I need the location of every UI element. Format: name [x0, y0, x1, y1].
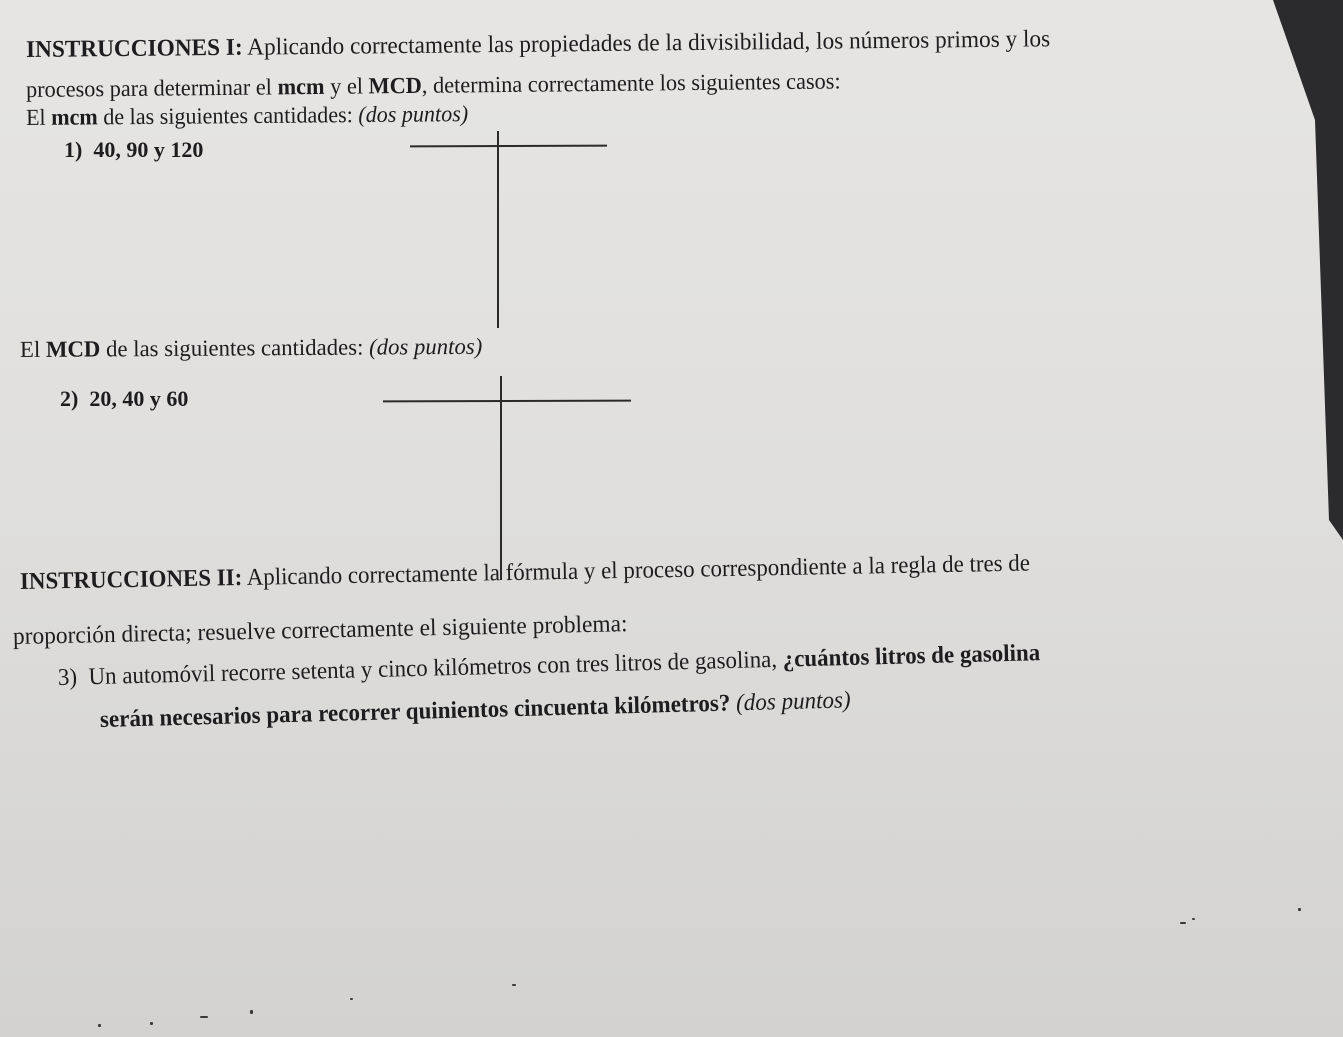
section1-line1: [26, 27, 1050, 62]
paper-speck: [200, 1016, 208, 1018]
paper-speck: [98, 1024, 101, 1027]
section1-title: INSTRUCCIONES I:: [25, 34, 243, 63]
item-number: 1): [64, 137, 83, 162]
problem-points: (dos puntos): [735, 687, 851, 717]
mcm-item: [64, 139, 203, 161]
mcm-points: (dos puntos): [358, 101, 469, 128]
paper-speck: [350, 998, 353, 1000]
mcd-points: (dos puntos): [368, 333, 483, 360]
problem-line1: 3) Un automóvil recorre setenta y cinco kilómetros con tres litros de gasolina, ¿cuántos litros de gasolina: [57, 640, 1041, 691]
item-number: 2): [60, 386, 79, 411]
mcm-divider-horizontal: [410, 145, 607, 147]
mcd-divider-vertical: [500, 376, 502, 580]
problem-line2: serán necesarios para recorrer quinientos cincuenta kilómetros? (dos puntos): [99, 687, 851, 733]
section1-text: Aplicando correctamente las propiedades de la divisibilidad, los números primos y los: [242, 26, 1051, 61]
section2-line1: [20, 551, 1030, 594]
section1-line2: procesos para determinar el mcm y el MCD, determina correctamente los siguientes casos:: [25, 68, 841, 102]
paper-speck: [512, 984, 516, 986]
item-values: 20, 40 y 60: [89, 386, 189, 411]
problem-number: 3): [57, 664, 78, 691]
paper-speck: [150, 1022, 153, 1025]
paper-speck: [1180, 922, 1186, 924]
mcd-item: [60, 388, 188, 410]
section2-text: Aplicando correctamente la fórmula y el proceso correspondiente a la regla de tres de: [241, 550, 1031, 591]
page-corner-shadow: [1263, 0, 1343, 540]
section2-title: INSTRUCCIONES II:: [19, 564, 243, 595]
paper-speck: [1192, 918, 1195, 920]
mcm-divider-vertical: [497, 131, 499, 328]
mcm-intro: El mcm de las siguientes cantidades: (dos puntos): [25, 101, 469, 130]
paper-speck: [1298, 908, 1301, 911]
item-values: 40, 90 y 120: [93, 137, 204, 162]
paper-speck: [250, 1010, 253, 1014]
section2-line2: proporción directa; resuelve correctamente el siguiente problema:: [12, 611, 628, 650]
mcd-intro: El MCD de las siguientes cantidades: (dos puntos): [19, 333, 483, 362]
mcd-divider-horizontal: [383, 400, 631, 402]
